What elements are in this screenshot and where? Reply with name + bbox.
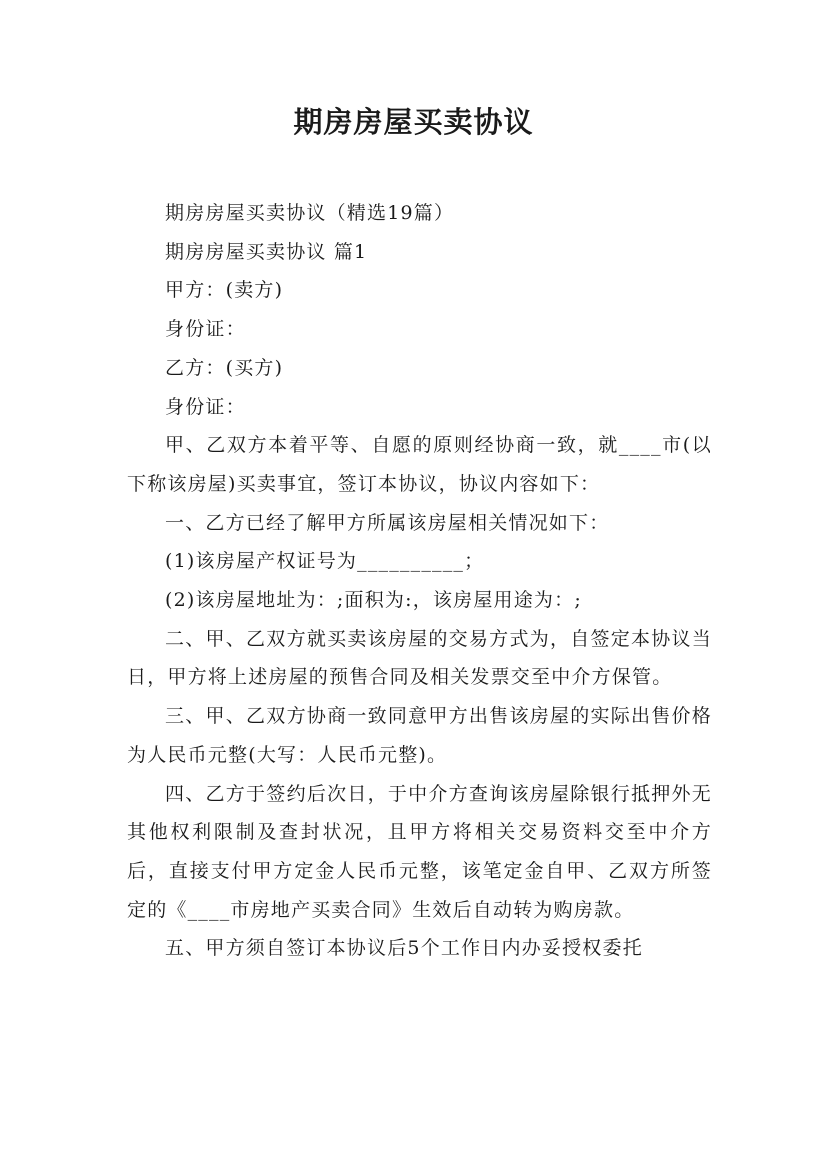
- paragraph-party-b: 乙方：(买方): [165, 356, 284, 379]
- paragraph-preamble: 甲、乙双方本着平等、自愿的原则经协商一致，就____市(以下称该房屋)买卖事宜，签订本协议，协议内容如下：: [127, 434, 712, 495]
- paragraph-clause-1-item-1: (1)该房屋产权证号为__________；: [165, 550, 485, 573]
- paragraph-section-heading: 期房房屋买卖协议 篇1: [165, 240, 368, 263]
- document-body: [127, 194, 712, 968]
- paragraph-party-b-id: 身份证：: [165, 395, 246, 418]
- paragraph-clause-5: 五、甲方须自签订本协议后5个工作日内办妥授权委托: [165, 937, 643, 960]
- document-title: 期房房屋买卖协议: [293, 105, 534, 139]
- paragraph-clause-1: 一、乙方已经了解甲方所属该房屋相关情况如下：: [165, 511, 610, 534]
- paragraph-clause-1-item-2: (2)该房屋地址为：;面积为:，该房屋用途为：;: [165, 589, 582, 612]
- paragraph-doc-heading: 期房房屋买卖协议（精选19篇）: [165, 202, 455, 224]
- paragraph-party-a-id: 身份证：: [165, 318, 246, 341]
- paragraph-clause-4: 四、乙方于签约后次日，于中介方查询该房屋除银行抵押外无其他权利限制及查封状况，且甲方将相关交易资料交至中介方后，直接支付甲方定金人民币元整，该笔定金自甲、乙双方所签定的《____市房地产买卖合同》生效后自动转为购房款。: [127, 782, 712, 921]
- paragraph-clause-2: 二、甲、乙双方就买卖该房屋的交易方式为，自签定本协议当日，甲方将上述房屋的预售合同及相关发票交至中介方保管。: [127, 627, 712, 689]
- paragraph-party-a: 甲方：(卖方): [165, 279, 284, 302]
- paragraph-clause-3: 三、甲、乙双方协商一致同意甲方出售该房屋的实际出售价格为人民币元整(大写：人民币元整)。: [127, 705, 712, 766]
